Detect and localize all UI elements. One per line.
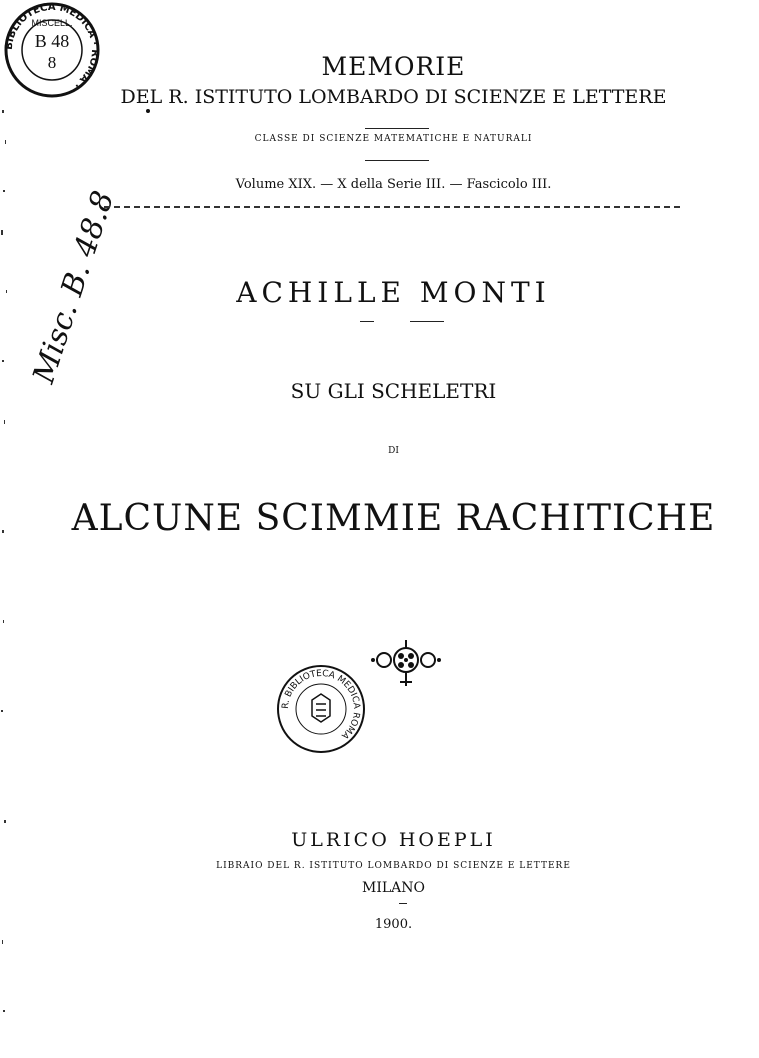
publisher-description: LIBRAIO DEL R. ISTITUTO LOMBARDO DI SCIENZE E LETTERE	[216, 861, 571, 871]
library-stamp	[0, 2, 104, 98]
center-library-stamp	[276, 664, 366, 754]
title-connector: DI	[388, 446, 399, 456]
short-rule	[365, 128, 429, 129]
institute-name: DEL R. ISTITUTO LOMBARDO DI SCIENZE E LETTERE	[120, 86, 667, 108]
center-stamp-ring: R. BIBLIOTECA MEDICA ROMA	[280, 668, 362, 741]
short-rule	[399, 903, 407, 904]
title-line-1: SU GLI SCHELETRI	[290, 379, 497, 403]
series-title: MEMORIE	[321, 52, 466, 81]
publication-city: MILANO	[362, 880, 425, 896]
stamp-line-3: 8	[47, 53, 57, 72]
ink-dot	[146, 109, 150, 113]
svg-text:R. BIBLIOTECA MEDICA ROMA	[281, 669, 361, 741]
library-stamp-ring: BIBLIOTECA MEDICA · ROMA ·	[3, 2, 101, 91]
author-name: ACHILLE MONTI	[236, 276, 551, 309]
stamp-line-2: B 48	[34, 31, 70, 51]
class-line: CLASSE DI SCIENZE MATEMATICHE E NATURALI	[254, 134, 533, 144]
volume-line: Volume XIX. — X della Serie III. — Fascicolo III.	[235, 177, 552, 192]
publisher-name: ULRICO HOEPLI	[291, 829, 496, 851]
dashed-rule	[104, 206, 680, 208]
title-line-2: ALCUNE SCIMMIE RACHITICHE	[71, 498, 716, 539]
short-rule	[410, 321, 444, 322]
stamp-line-1: MISCELL.	[31, 18, 73, 28]
printers-ornament	[370, 638, 442, 692]
publication-year: 1900.	[374, 917, 413, 932]
handwritten-note: Misc. B. 48.8	[26, 186, 122, 388]
short-rule	[360, 321, 374, 322]
short-rule	[365, 160, 429, 161]
